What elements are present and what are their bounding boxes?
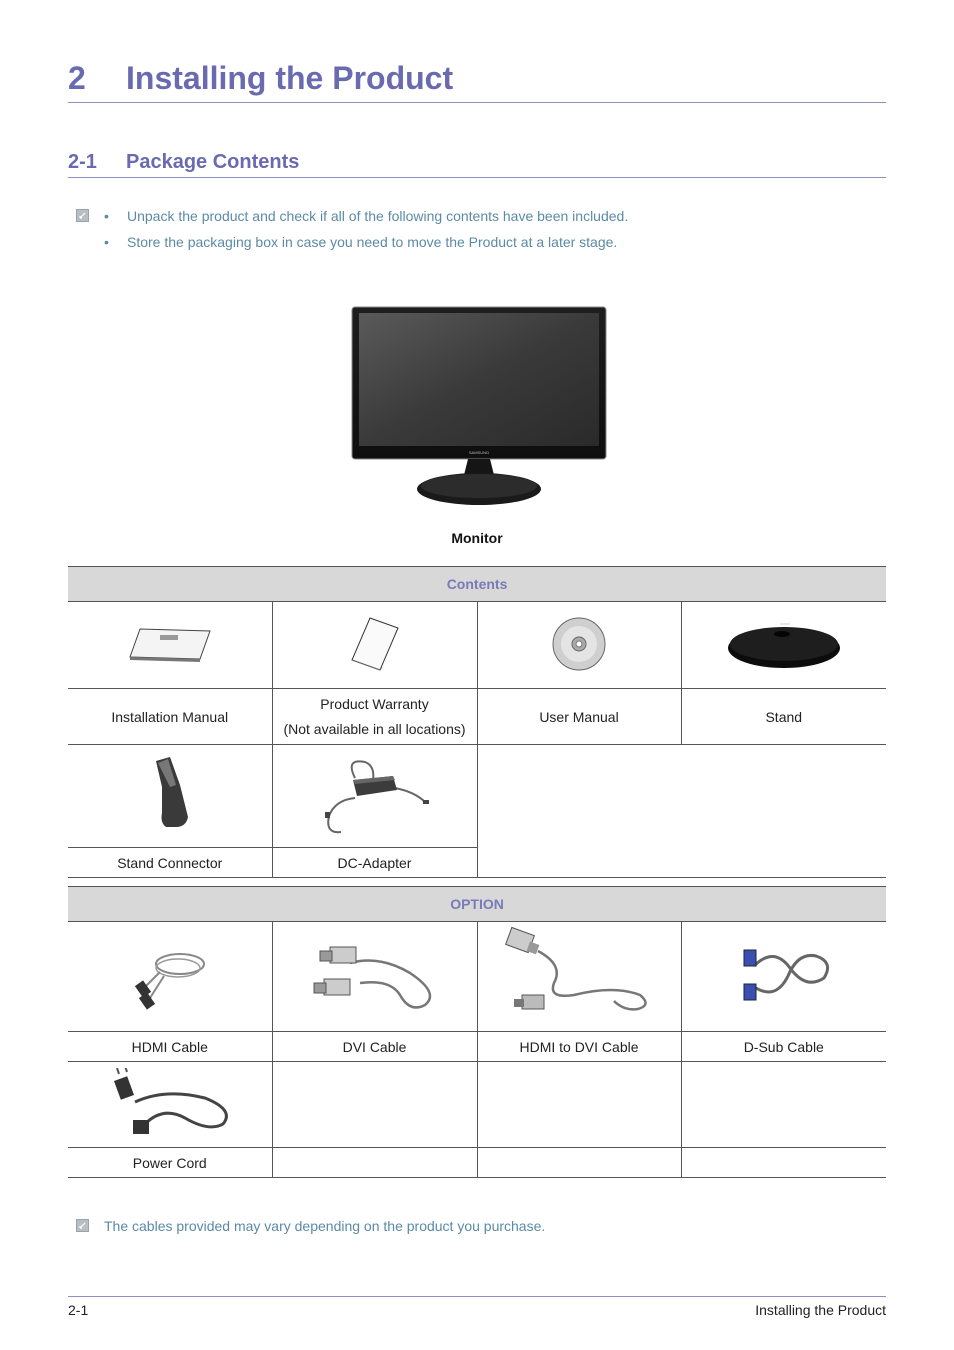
option-table [68, 886, 886, 1178]
dc-adapter-image [315, 750, 435, 840]
image-cell [681, 602, 886, 689]
image-cell [272, 602, 477, 689]
product-warranty-image [340, 614, 410, 674]
note-text: Store the packaging box in case you need to move the Product at a later stage. [127, 234, 618, 250]
installation-manual-image [120, 619, 220, 669]
image-cell [68, 602, 272, 689]
image-cell [68, 745, 272, 848]
item-label-dc-adapter: DC-Adapter [272, 848, 477, 878]
chapter-title-text: Installing the Product [126, 60, 454, 96]
item-label-stand-connector: Stand Connector [68, 848, 272, 878]
item-label-installation-manual: Installation Manual [68, 689, 272, 745]
image-cell [477, 922, 681, 1032]
section-title [68, 150, 886, 178]
monitor-caption: Monitor [451, 530, 503, 546]
footer-divider [68, 1296, 886, 1297]
monitor-brand: SAMSUNG [468, 450, 490, 455]
item-label-power-cord: Power Cord [68, 1148, 272, 1178]
empty-cell [272, 1062, 477, 1148]
stand-connector-image [140, 755, 200, 835]
dvi-cable-image [310, 935, 440, 1015]
item-label-product-warranty [272, 689, 477, 745]
contents-table [68, 566, 886, 878]
power-cord-image [105, 1068, 235, 1138]
user-manual-cd-image [549, 614, 609, 674]
note-item [104, 208, 864, 226]
image-cell [68, 922, 272, 1032]
d-sub-cable-image [734, 940, 834, 1010]
stand-image [724, 614, 844, 674]
empty-cell [477, 1062, 681, 1148]
item-label-dvi-cable: DVI Cable [272, 1032, 477, 1062]
empty-cell [272, 1148, 477, 1178]
note-icon [76, 209, 89, 222]
note-item [104, 234, 864, 252]
section-title-text: Package Contents [126, 151, 300, 173]
empty-cell [477, 745, 886, 878]
item-label-line: (Not available in all locations) [283, 720, 466, 737]
contents-header: Contents [68, 567, 886, 602]
chapter-number: 2 [68, 60, 86, 96]
bullet-dot: • [104, 208, 109, 224]
chapter-title [68, 58, 886, 103]
empty-cell [477, 1148, 681, 1178]
item-label-stand: Stand [681, 689, 886, 745]
item-label-hdmi-cable: HDMI Cable [68, 1032, 272, 1062]
footer-page-number: 2-1 [68, 1302, 89, 1318]
footer-chapter: Installing the Product [755, 1302, 886, 1318]
item-label-hdmi-to-dvi-cable: HDMI to DVI Cable [477, 1032, 681, 1062]
footnote-text: The cables provided may vary depending on the product you purchase. [104, 1218, 546, 1234]
item-label-user-manual: User Manual [477, 689, 681, 745]
image-cell [477, 602, 681, 689]
monitor-image [350, 305, 610, 510]
hdmi-to-dvi-cable-image [504, 925, 654, 1025]
bullet-dot: • [104, 234, 109, 250]
image-cell [272, 745, 477, 848]
image-cell [681, 922, 886, 1032]
image-cell [272, 922, 477, 1032]
note-text: Unpack the product and check if all of the following contents have been included. [127, 208, 629, 224]
item-label-d-sub-cable: D-Sub Cable [681, 1032, 886, 1062]
item-label-line: Product Warranty [320, 695, 429, 712]
section-number: 2-1 [68, 151, 97, 173]
option-header: OPTION [68, 887, 886, 922]
empty-cell [681, 1062, 886, 1148]
hdmi-cable-image [130, 940, 210, 1010]
note-icon [76, 1219, 89, 1232]
empty-cell [681, 1148, 886, 1178]
image-cell [68, 1062, 272, 1148]
